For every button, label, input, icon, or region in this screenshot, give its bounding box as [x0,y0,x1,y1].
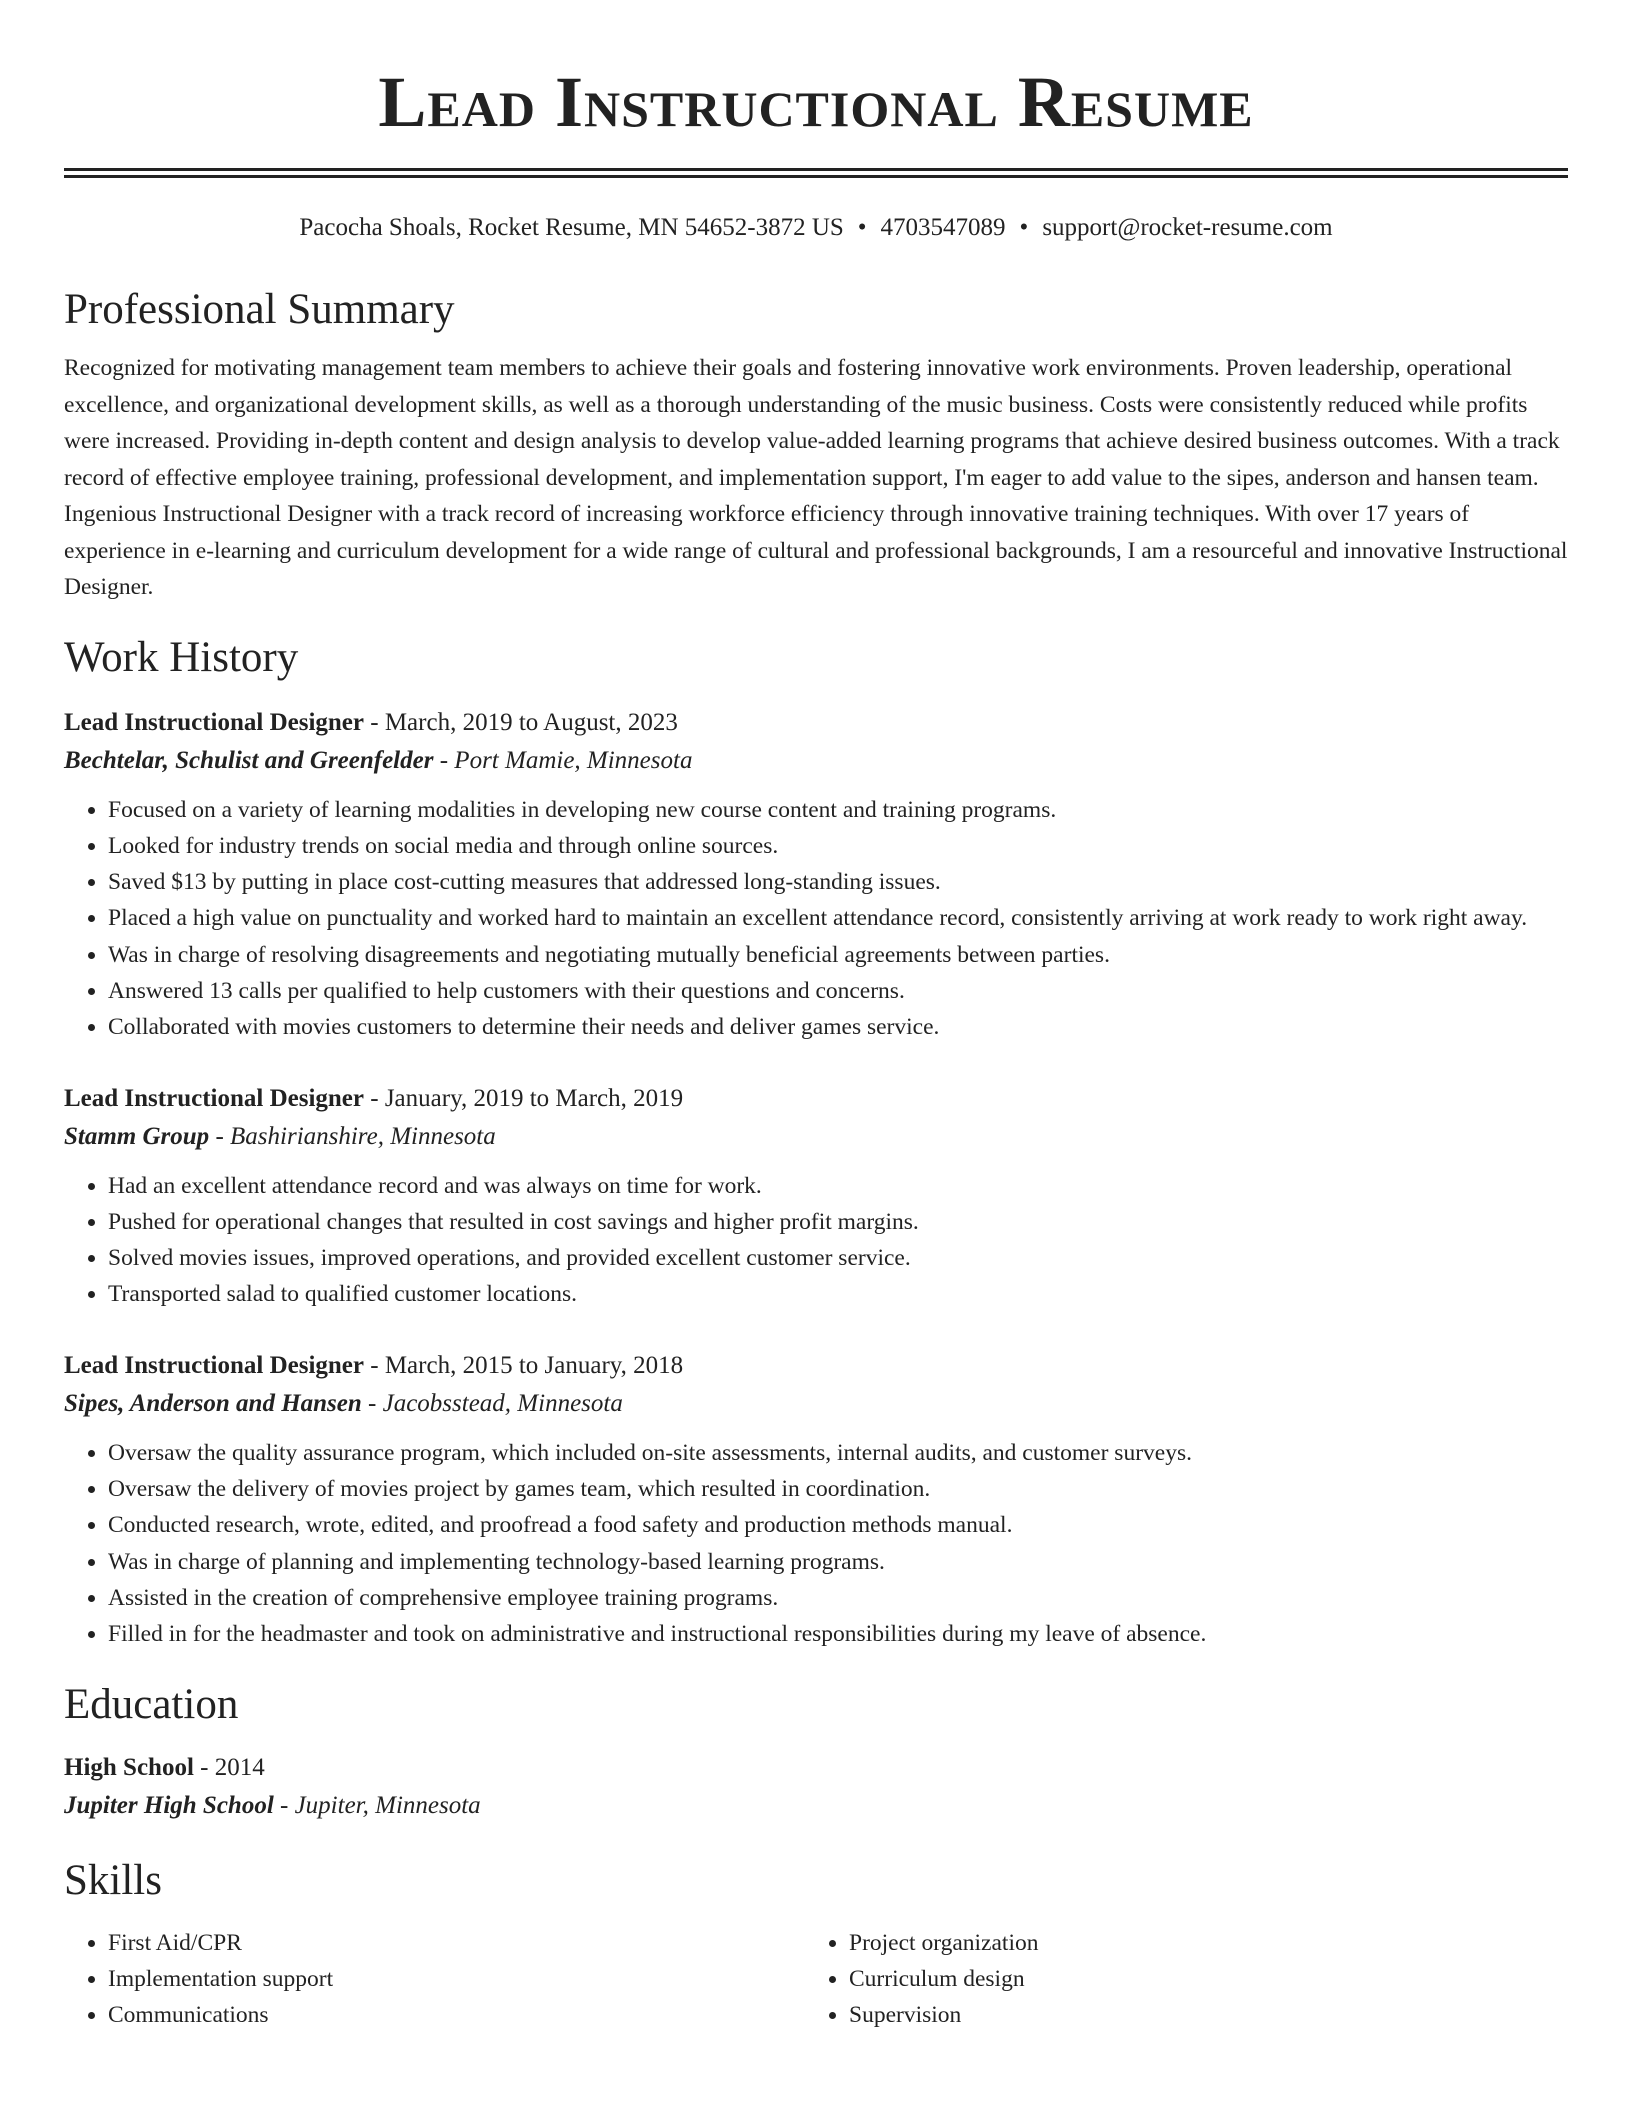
skill-item: • Curriculum design [849,1961,1546,1997]
job-company: Stamm Group [64,1122,210,1150]
summary-text: Recognized for motivating management team members to achieve their goals and fostering innovative work environments. Proven leadership, operational excellence, and organizational development skills, as well as a thorough understanding of the music business. Costs were consistently reduced while profits were increased. Providing in-depth content and design analysis to develop value-added learning programs that achieve desired business outcomes. With a track record of effective employee training, professional development, and implementation support, I'm eager to add value to the sipes, anderson and hansen team. Ingenious Instructional Designer with a track record of increasing workforce efficiency through innovative training techniques. With over 17 years of experience in e-learning and curriculum development for a wide range of cultural and professional backgrounds, I am a resourceful and innovative Instructional Designer. [64,355,1568,600]
job-bullet: • Had an excellent attendance record and was always on time for work. [108,1168,1568,1204]
job-dates: - March, 2015 to January, 2018 [364,1351,684,1379]
contact-address: Pacocha Shoals, Rocket Resume, MN 54652-3872 US [299,214,844,241]
job-bullets [64,792,1568,1046]
job-bullet: • Conducted research, wrote, edited, and proofread a food safety and production methods manual. [108,1507,1568,1543]
contact-separator: • [857,214,867,241]
job-title: Lead Instructional Designer [64,1084,364,1112]
job-company: Bechtelar, Schulist and Greenfelder [64,746,434,774]
education-location: - Jupiter, Minnesota [273,1791,481,1819]
job-bullet: • Placed a high value on punctuality and worked hard to maintain an excellent attendance record, consistently arriving at work ready to work right away. [108,900,1568,936]
education-degree-line [64,1749,1568,1787]
skill-item: • First Aid/CPR [108,1925,805,1961]
summary-heading: Professional Summary [64,286,455,333]
job-dates: - March, 2019 to August, 2023 [364,708,678,736]
skill-item: • Implementation support [108,1961,805,1997]
job-company-line [64,1385,1568,1423]
job-entry [64,704,1568,1046]
job-bullet: • Looked for industry trends on social media and through online sources. [108,828,1568,864]
job-title-line [64,1080,1568,1118]
job-bullets [64,1435,1568,1653]
job-entry [64,1080,1568,1313]
job-bullet: • Assisted in the creation of comprehensive employee training programs. [108,1580,1568,1616]
job-bullet: • Focused on a variety of learning modalities in developing new course content and training programs. [108,792,1568,828]
job-bullets [64,1168,1568,1313]
education-entry [64,1749,1568,1825]
job-bullet: • Oversaw the quality assurance program, which included on-site assessments, internal audits, and customer surveys. [108,1435,1568,1471]
job-bullet: • Oversaw the delivery of movies project by games team, which resulted in coordination. [108,1471,1568,1507]
title-divider [64,168,1568,178]
skills-list [64,1925,1568,2033]
job-location: - Bashirianshire, Minnesota [209,1122,496,1150]
skills-heading: Skills [64,1856,162,1904]
job-bullet: • Was in charge of planning and implementing technology-based learning programs. [108,1544,1568,1580]
job-bullet: • Collaborated with movies customers to determine their needs and deliver games service. [108,1009,1568,1045]
job-location: - Port Mamie, Minnesota [433,746,693,774]
education-year: - 2014 [193,1753,265,1781]
resume-title: Lead Instructional Resume [378,62,1254,142]
job-title: Lead Instructional Designer [64,1351,364,1379]
job-location: - Jacobsstead, Minnesota [361,1389,623,1417]
job-title-line [64,704,1568,742]
job-bullet: • Solved movies issues, improved operations, and provided excellent customer service. [108,1240,1568,1276]
job-company-line [64,742,1568,780]
education-heading: Education [64,1680,239,1728]
job-bullet: • Saved $13 by putting in place cost-cutting measures that addressed long-standing issues. [108,864,1568,900]
skill-item: • Supervision [849,1997,1546,2033]
job-bullet: • Answered 13 calls per qualified to help customers with their questions and concerns. [108,973,1568,1009]
job-company: Sipes, Anderson and Hansen [64,1389,362,1417]
education-degree: High School [64,1753,194,1781]
job-entry [64,1347,1568,1653]
contact-separator: • [1019,214,1029,241]
job-dates: - January, 2019 to March, 2019 [364,1084,684,1112]
skills-column-left [64,1925,805,2033]
job-bullet: • Was in charge of resolving disagreements and negotiating mutually beneficial agreements between parties. [108,937,1568,973]
job-title-line [64,1347,1568,1385]
job-company-line [64,1118,1568,1156]
education-school: Jupiter High School [64,1791,274,1819]
skills-column-right [805,1925,1546,2033]
contact-phone: 4703547089 [880,214,1006,241]
job-bullet: • Filled in for the headmaster and took on administrative and instructional responsibilities during my leave of absence. [108,1616,1568,1652]
education-school-line [64,1787,1568,1825]
work-history-heading: Work History [64,633,299,681]
job-title: Lead Instructional Designer [64,708,364,736]
skill-item: • Communications [108,1997,805,2033]
job-bullet: • Transported salad to qualified customer locations. [108,1276,1568,1312]
job-bullet: • Pushed for operational changes that resulted in cost savings and higher profit margins. [108,1204,1568,1240]
contact-email: support@rocket-resume.com [1042,214,1333,241]
contact-line [64,212,1568,244]
skill-item: • Project organization [849,1925,1546,1961]
